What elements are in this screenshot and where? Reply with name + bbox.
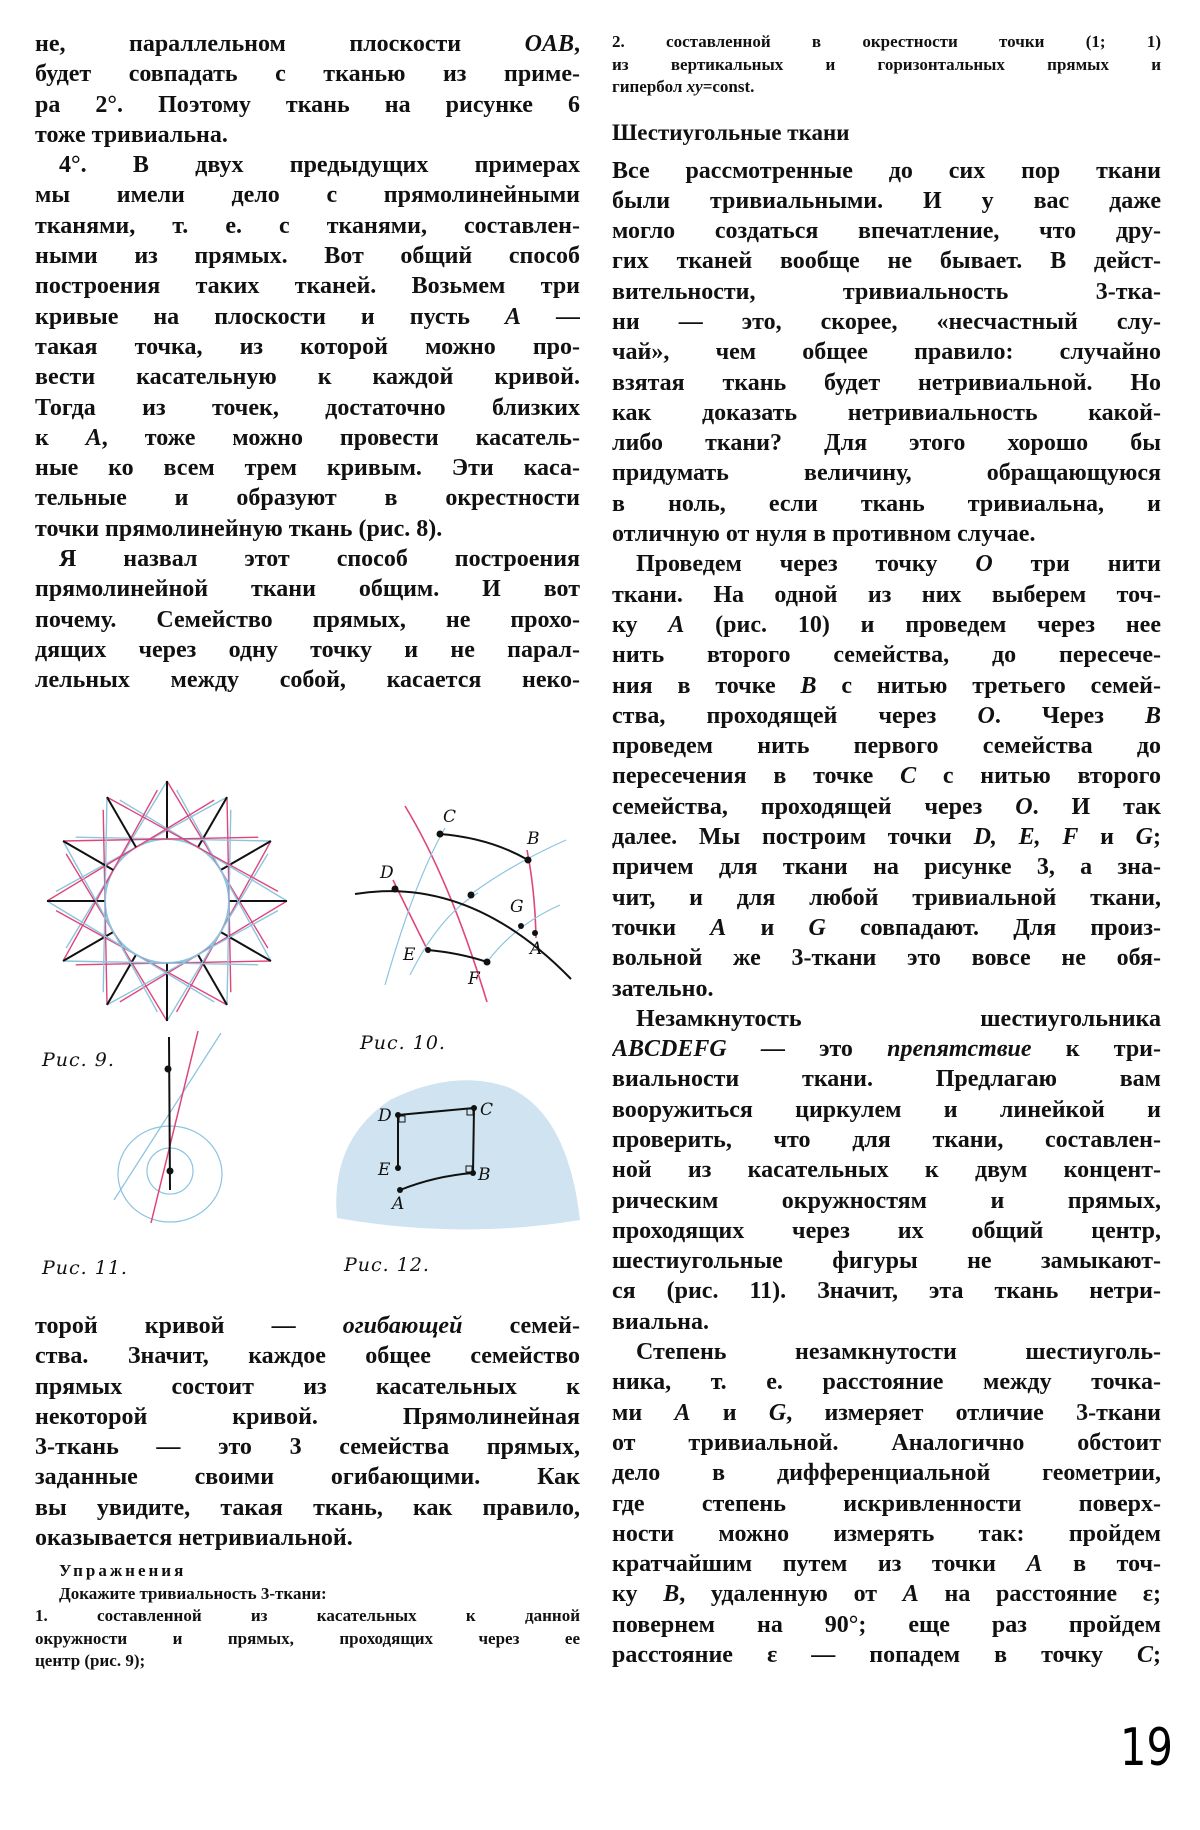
text-line: виальности ткани. Предлагаю вам bbox=[612, 1066, 1161, 1093]
text-line: чай», чем общее правило: случайно bbox=[612, 339, 1161, 366]
blue-tangent bbox=[177, 790, 271, 961]
point-e bbox=[425, 947, 431, 953]
text-line: такая точка, из которой можно про- bbox=[35, 333, 580, 360]
section-heading: Шестиугольные ткани bbox=[612, 119, 850, 145]
italic-text: B bbox=[663, 1581, 680, 1608]
text-line bbox=[612, 671, 1161, 701]
text-line bbox=[612, 761, 1161, 791]
italic-text: D, E, F bbox=[973, 824, 1079, 851]
point-g bbox=[518, 923, 524, 929]
text-line bbox=[612, 610, 1161, 640]
text-line: дящих через одну точку и не парал- bbox=[35, 636, 580, 663]
text-line: окружности и прямых, проходящих через ее bbox=[35, 1628, 580, 1648]
text-segment: ку bbox=[612, 611, 669, 638]
figure-9-caption: Рис. 9. bbox=[42, 1049, 115, 1071]
text-segment: , тоже можно провести касатель- bbox=[101, 424, 580, 451]
text-line: мы имели дело с прямолинейными bbox=[35, 182, 580, 209]
text-line bbox=[612, 549, 1161, 579]
paragraph bbox=[612, 549, 1161, 1003]
figure-11-caption: Рис. 11. bbox=[42, 1257, 128, 1279]
text-line bbox=[612, 1398, 1161, 1428]
italic-text: препятствие bbox=[887, 1036, 1032, 1063]
text-segment: — bbox=[521, 303, 580, 330]
blue-tangent bbox=[47, 901, 214, 1002]
text-line: гих тканей вообще не бывает. В дейст- bbox=[612, 248, 1161, 275]
text-line: ткани. На одной из них выберем точ- bbox=[612, 581, 1161, 608]
text-line: некоторой кривой. Прямолинейная bbox=[35, 1403, 580, 1430]
text-segment: Проведем через точку bbox=[636, 551, 976, 578]
italic-text: G bbox=[808, 914, 826, 941]
text-line: вольной же 3-ткани это вовсе не обя- bbox=[612, 945, 1161, 972]
italic-text: A bbox=[85, 424, 102, 451]
text-line: ся (рис. 11). Значит, эта ткань нетри- bbox=[612, 1278, 1161, 1305]
inner-circle bbox=[105, 839, 229, 963]
text-line: ные ко всем трем кривым. Эти каса- bbox=[35, 455, 580, 482]
pink-tangent bbox=[63, 790, 157, 961]
text-line: могло создаться впечатление, что дру- bbox=[612, 218, 1161, 245]
text-segment: с нитью второго bbox=[916, 763, 1161, 790]
point-c bbox=[437, 831, 444, 838]
text-line: зательно. bbox=[612, 975, 714, 1002]
text-line: ра 2°. Поэтому ткань на рисунке 6 bbox=[35, 91, 580, 118]
text-line: тоже тривиальна. bbox=[35, 121, 228, 148]
italic-text: C bbox=[900, 763, 917, 790]
text-segment: и bbox=[726, 914, 809, 941]
text-line: проходящих через их общий центр, bbox=[612, 1217, 1161, 1244]
figures bbox=[0, 0, 600, 1300]
exercise-1 bbox=[35, 1605, 580, 1673]
italic-text: A bbox=[710, 914, 727, 941]
text-segment: (рис. 10) и проведем через нее bbox=[684, 611, 1161, 638]
text-line: заданные своими огибающими. Как bbox=[35, 1464, 580, 1491]
text-line: тельные и образуют в окрестности bbox=[35, 485, 580, 512]
text-line: почему. Семейство прямых, не прохо- bbox=[35, 606, 580, 633]
right-column-text bbox=[612, 156, 1161, 1671]
point-o bbox=[468, 892, 475, 899]
italic-text: A bbox=[668, 611, 685, 638]
exercises-intro: Докажите тривиальность 3-ткани: bbox=[59, 1583, 327, 1603]
label-c: C bbox=[480, 1100, 494, 1120]
text-segment: торой кривой — bbox=[35, 1313, 343, 1339]
exercises bbox=[35, 1560, 580, 1673]
page-number: 19 bbox=[1120, 1718, 1173, 1778]
text-line bbox=[612, 1640, 1161, 1670]
text-line: 4°. В двух предыдущих примерах bbox=[59, 152, 580, 179]
italic-text: xy bbox=[686, 77, 703, 96]
left-column-bottom bbox=[35, 1311, 580, 1553]
italic-text: огибающей bbox=[342, 1313, 463, 1339]
text-segment: — это bbox=[726, 1036, 888, 1063]
right-column bbox=[612, 31, 1161, 1670]
paragraph bbox=[612, 1004, 1161, 1337]
text-line: в ноль, если ткань тривиальна, и bbox=[612, 490, 1161, 517]
text-line: ности можно измерять так: пройдем bbox=[612, 1520, 1161, 1547]
label-b: B bbox=[527, 829, 540, 849]
text-line: построения таких тканей. Возьмем три bbox=[35, 273, 580, 300]
text-segment: точки bbox=[612, 914, 711, 941]
italic-text: C bbox=[1136, 1642, 1153, 1669]
label-e: E bbox=[403, 945, 416, 965]
text-line: повернем на 90°; еще раз пройдем bbox=[612, 1611, 1161, 1638]
label-e: E bbox=[378, 1160, 391, 1180]
text-line: 3-ткань — это 3 семейства прямых, bbox=[35, 1434, 580, 1461]
label-b: B bbox=[478, 1165, 491, 1185]
text-line: причем для ткани на рисунке 3, а зна- bbox=[612, 854, 1161, 881]
label-d: D bbox=[378, 1106, 392, 1126]
text-line bbox=[612, 1034, 1161, 1064]
point-a bbox=[532, 930, 538, 936]
text-line: оказывается нетривиальной. bbox=[35, 1525, 353, 1552]
italic-text: G bbox=[768, 1399, 787, 1426]
label-a: A bbox=[530, 939, 543, 959]
text-line: вы увидите, такая ткань, как правило, bbox=[35, 1494, 580, 1521]
text-segment: кратчайшим путем из точки bbox=[612, 1551, 1027, 1578]
text-segment: ; bbox=[1153, 1642, 1161, 1669]
text-line: Я назвал этот способ построения bbox=[59, 546, 580, 573]
text-segment: ; bbox=[1153, 824, 1161, 851]
text-segment: три нити bbox=[992, 551, 1161, 578]
text-line bbox=[612, 913, 1161, 943]
point-f bbox=[484, 959, 491, 966]
text-line: 2. составленной в окрестности точки (1; 1) bbox=[612, 32, 1161, 51]
text-segment: не, параллельном плоскости bbox=[35, 31, 525, 57]
exercise-2 bbox=[612, 31, 1161, 99]
black-thread bbox=[428, 950, 487, 962]
text-line: от тривиальной. Аналогично обстоит bbox=[612, 1429, 1161, 1456]
text-line: отличную от нуля в противном случае. bbox=[612, 521, 1036, 548]
text-segment: ния в точке bbox=[612, 672, 801, 699]
text-line: тканями, т. е. с тканями, составлен- bbox=[35, 212, 580, 239]
text-segment: гипербол bbox=[612, 77, 687, 96]
text-line: придумать величину, обращающуюся bbox=[612, 460, 1161, 487]
text-segment: ства, проходящей через bbox=[612, 702, 978, 729]
blue-tangent bbox=[107, 911, 278, 1005]
italic-text: A bbox=[674, 1399, 691, 1426]
pink-tangent bbox=[107, 797, 278, 891]
text-line: ства. Значит, каждое общее семейство bbox=[35, 1343, 580, 1370]
text-segment: семей- bbox=[462, 1313, 580, 1339]
italic-text: B bbox=[1144, 702, 1161, 729]
text-segment: , измеряет отличие 3-ткани bbox=[786, 1399, 1161, 1426]
text-line: проверить, что для ткани, составлен- bbox=[612, 1127, 1161, 1153]
text-segment: . Через bbox=[994, 702, 1145, 729]
text-line: ными из прямых. Вот общий способ bbox=[35, 243, 580, 270]
label-d: D bbox=[380, 863, 394, 883]
text-line bbox=[35, 1311, 580, 1341]
text-line: где степень искривленности поверх- bbox=[612, 1490, 1161, 1517]
text-line: ной из касательных к двум концент- bbox=[612, 1157, 1161, 1184]
text-line: были тривиальными. И у вас даже bbox=[612, 187, 1161, 214]
text-segment: на расстояние ε; bbox=[918, 1581, 1161, 1608]
text-segment: и bbox=[690, 1399, 769, 1426]
text-line bbox=[612, 701, 1161, 731]
text-segment: пересечения в точке bbox=[612, 763, 901, 790]
pink-tangent bbox=[47, 800, 214, 901]
text-segment: . И так bbox=[1032, 793, 1161, 820]
paragraph bbox=[35, 1311, 580, 1553]
italic-text: O bbox=[977, 702, 995, 729]
italic-text: A bbox=[504, 303, 521, 330]
figure-11-concentric-web bbox=[114, 1031, 222, 1223]
label-g: G bbox=[510, 897, 524, 917]
text-line bbox=[612, 1579, 1161, 1609]
text-line: как доказать нетривиальность какой- bbox=[612, 399, 1161, 426]
paragraph bbox=[612, 156, 1161, 550]
figure-12-caption: Рис. 12. bbox=[344, 1254, 430, 1276]
text-line: Незамкнутость шестиугольника bbox=[636, 1005, 1161, 1032]
text-line: прямых состоит из касательных к bbox=[35, 1373, 580, 1400]
figure-9-star-web bbox=[47, 781, 287, 1021]
text-line bbox=[612, 76, 1161, 99]
text-line: Все рассмотренные до сих пор ткани bbox=[612, 157, 1161, 184]
italic-text: OAB bbox=[524, 31, 574, 57]
text-line: из вертикальных и горизонтальных прямых и bbox=[612, 54, 1161, 74]
text-segment: расстояние ε — попадем в точку bbox=[612, 1642, 1137, 1669]
text-line bbox=[612, 792, 1161, 822]
text-segment: с нитью третьего семей- bbox=[816, 672, 1161, 699]
text-line: вооружиться циркулем и линейкой и bbox=[612, 1096, 1161, 1123]
text-line: проведем нить первого семейства до bbox=[612, 733, 1161, 760]
italic-text: ABCDEFG bbox=[612, 1036, 727, 1063]
point-d bbox=[392, 886, 399, 893]
text-segment: , удаленную от bbox=[679, 1581, 903, 1608]
italic-text: A bbox=[902, 1581, 919, 1608]
blue-tangent bbox=[63, 841, 157, 1012]
text-line: ни — это, скорее, «несчастный слу- bbox=[612, 308, 1161, 335]
text-line: чит, и для любой тривиальной ткани, bbox=[612, 884, 1161, 911]
text-line: точки прямолинейную ткань (рис. 8). bbox=[35, 515, 443, 542]
label-a: A bbox=[392, 1194, 405, 1214]
text-segment: =const. bbox=[702, 77, 755, 96]
figure-10-caption: Рис. 10. bbox=[360, 1032, 446, 1054]
text-segment: совпадают. Для произ- bbox=[825, 914, 1161, 941]
text-line: центр (рис. 9); bbox=[35, 1651, 146, 1670]
text-segment: ку bbox=[612, 1581, 664, 1608]
text-line: либо ткани? Для этого хорошо бы bbox=[612, 430, 1161, 457]
italic-text: O bbox=[1015, 793, 1033, 820]
text-line: дело в дифференциальной геометрии, bbox=[612, 1460, 1161, 1487]
black-thread bbox=[440, 834, 528, 860]
text-line: рическим окружностям и прямых, bbox=[612, 1187, 1161, 1214]
label-f: F bbox=[468, 969, 480, 989]
text-line bbox=[612, 1549, 1161, 1579]
black-thread bbox=[355, 891, 571, 979]
italic-text: G bbox=[1135, 824, 1154, 851]
text-line: виальна. bbox=[612, 1308, 709, 1335]
text-line: Степень незамкнутости шестиуголь- bbox=[636, 1339, 1161, 1366]
text-segment: в точ- bbox=[1042, 1551, 1161, 1578]
text-segment: далее. Мы построим точки bbox=[612, 824, 974, 851]
text-line: лельных между собой, касается неко- bbox=[35, 667, 580, 694]
text-line: нить второго семейства, до пересече- bbox=[612, 642, 1161, 669]
text-line: вести касательную к каждой кривой. bbox=[35, 364, 580, 391]
italic-text: B bbox=[800, 672, 817, 699]
text-line: будет совпадать с тканью из приме- bbox=[35, 61, 580, 88]
text-segment: к три- bbox=[1031, 1036, 1161, 1063]
text-line: прямолинейной ткани общим. И вот bbox=[35, 576, 580, 603]
figure-12-curved-surface bbox=[336, 1080, 580, 1229]
text-line: вительности, тривиальность 3-тка- bbox=[612, 278, 1161, 305]
text-line: взятая ткань будет нетривиальной. Но bbox=[612, 369, 1161, 396]
text-line: Тогда из точек, достаточно близких bbox=[35, 394, 580, 421]
text-segment: , bbox=[574, 31, 580, 57]
text-line: ника, т. е. расстояние между точка- bbox=[612, 1369, 1161, 1396]
point-b bbox=[525, 857, 532, 864]
blue-tangent bbox=[167, 854, 268, 1021]
label-c: C bbox=[443, 807, 457, 827]
text-line bbox=[612, 822, 1161, 852]
text-segment: кривые на плоскости и пусть bbox=[35, 303, 505, 330]
blue-thread bbox=[470, 840, 566, 895]
exercises-title: Упражнения bbox=[59, 1561, 187, 1580]
text-segment: ми bbox=[612, 1399, 675, 1426]
italic-text: O bbox=[975, 551, 993, 578]
text-segment: к bbox=[35, 424, 86, 451]
italic-text: A bbox=[1026, 1551, 1043, 1578]
text-line: шестиугольные фигуры не замыкают- bbox=[612, 1248, 1161, 1275]
text-segment: и bbox=[1078, 824, 1136, 851]
text-line: 1. составленной из касательных к данной bbox=[35, 1606, 580, 1625]
paragraph bbox=[612, 1337, 1161, 1670]
figure-10-hexagon-web bbox=[355, 806, 571, 1002]
text-segment: семейства, проходящей через bbox=[612, 793, 1016, 820]
